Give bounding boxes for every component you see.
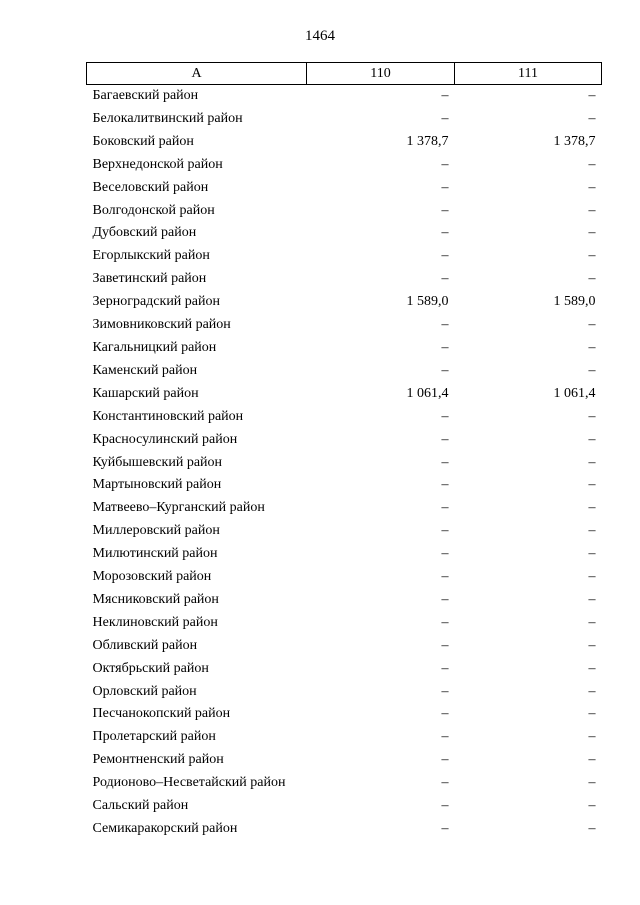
district-name-cell: Орловский район (92, 683, 197, 699)
table-row (87, 612, 602, 635)
value-cell-110: – (441, 637, 449, 653)
value-cell-111: – (588, 88, 596, 103)
value-cell-110: – (441, 729, 449, 745)
district-name-cell: Каменский район (92, 362, 198, 378)
value-cell-111: – (588, 454, 596, 470)
district-name-cell: Октябрьский район (92, 660, 209, 676)
value-cell-111: – (588, 798, 596, 814)
table-row (87, 681, 602, 704)
table-row (87, 314, 602, 337)
value-cell-110: – (441, 248, 449, 264)
table-row (87, 474, 602, 497)
value-cell-110: – (441, 88, 449, 103)
district-name-cell: Пролетарский район (92, 729, 216, 745)
header-row (87, 63, 602, 85)
district-name-cell: Песчанокопский район (92, 706, 231, 722)
header-cell-111: 111 (455, 63, 602, 85)
value-cell-111: – (588, 637, 596, 653)
value-cell-111: – (588, 729, 596, 745)
table-header (87, 63, 602, 85)
value-cell-110: 1 589,0 (406, 294, 449, 310)
value-cell-111: – (588, 248, 596, 264)
value-cell-111: – (588, 317, 596, 333)
value-cell-111: – (588, 500, 596, 516)
value-cell-110: – (441, 271, 449, 287)
value-cell-111: – (588, 569, 596, 585)
value-cell-111: – (588, 523, 596, 539)
district-name-cell: Красносулинский район (92, 431, 238, 447)
table-row (87, 795, 602, 818)
district-name-cell: Боковский район (92, 133, 194, 149)
district-name-cell: Кагальницкий район (92, 339, 217, 355)
district-name-cell: Ремонтненский район (92, 752, 224, 768)
table-row (87, 772, 602, 795)
value-cell-110: – (441, 477, 449, 493)
value-cell-110: – (441, 775, 449, 791)
value-cell-110: – (441, 408, 449, 424)
table-row (87, 245, 602, 268)
table-row (87, 635, 602, 658)
table-row (87, 360, 602, 383)
table-row (87, 520, 602, 543)
value-cell-111: – (588, 202, 596, 218)
value-cell-110: – (441, 317, 449, 333)
district-name-cell: Морозовский район (92, 569, 212, 585)
value-cell-111: – (588, 683, 596, 699)
table-row (87, 497, 602, 520)
district-name-cell: Мартыновский район (92, 477, 222, 493)
district-name-cell: Родионово–Несветайский район (92, 775, 286, 791)
table-row (87, 452, 602, 475)
table-row (87, 108, 602, 131)
value-cell-110: – (441, 454, 449, 470)
value-cell-110: – (441, 821, 449, 836)
value-cell-111: – (588, 706, 596, 722)
header-cell-110: 110 (307, 63, 455, 85)
value-cell-111: – (588, 271, 596, 287)
district-name-cell: Миллеровский район (92, 523, 220, 539)
value-cell-111: – (588, 546, 596, 562)
district-name-cell: Зерноградский район (92, 294, 220, 310)
district-name-cell: Багаевский район (92, 88, 199, 103)
value-cell-111: – (588, 362, 596, 378)
table-row (87, 658, 602, 681)
district-name-cell: Кашарский район (92, 385, 199, 401)
district-name-cell: Сальский район (92, 798, 189, 814)
table-row (87, 406, 602, 429)
table-row (87, 543, 602, 566)
value-cell-111: 1 378,7 (553, 133, 596, 149)
table-row (87, 222, 602, 245)
value-cell-110: – (441, 179, 449, 195)
value-cell-110: – (441, 569, 449, 585)
district-name-cell: Матвеево–Курганский район (92, 500, 265, 516)
district-name-cell: Обливский район (92, 637, 198, 653)
value-cell-111: 1 589,0 (553, 294, 596, 310)
value-cell-111: – (588, 775, 596, 791)
table-row (87, 268, 602, 291)
district-name-cell: Веселовский район (92, 179, 209, 195)
value-cell-111: – (588, 339, 596, 355)
value-cell-110: – (441, 225, 449, 241)
table-row (87, 383, 602, 406)
value-cell-110: – (441, 752, 449, 768)
district-name-cell: Куйбышевский район (92, 454, 223, 470)
district-name-cell: Егорлыкский район (92, 248, 210, 264)
value-cell-110: – (441, 339, 449, 355)
value-cell-111: – (588, 225, 596, 241)
value-cell-111: – (588, 477, 596, 493)
value-cell-110: – (441, 614, 449, 630)
value-cell-111: – (588, 591, 596, 607)
district-name-cell: Мясниковский район (92, 591, 219, 607)
value-cell-111: – (588, 660, 596, 676)
table-row (87, 703, 602, 726)
district-name-cell: Константиновский район (92, 408, 244, 424)
district-name-cell: Белокалитвинский район (92, 110, 243, 126)
value-cell-111: – (588, 156, 596, 172)
district-name-cell: Милютинский район (92, 546, 218, 562)
value-cell-111: – (588, 179, 596, 195)
value-cell-111: – (588, 752, 596, 768)
table-row (87, 818, 602, 841)
value-cell-110: – (441, 110, 449, 126)
value-cell-111: – (588, 821, 596, 836)
value-cell-110: – (441, 546, 449, 562)
value-cell-110: – (441, 156, 449, 172)
value-cell-110: – (441, 500, 449, 516)
table-row (87, 154, 602, 177)
value-cell-110: – (441, 523, 449, 539)
table-row (87, 726, 602, 749)
district-name-cell: Заветинский район (92, 271, 207, 287)
table-row (87, 177, 602, 200)
district-name-cell: Семикаракорский район (92, 821, 238, 836)
table-body (87, 85, 602, 841)
value-cell-110: – (441, 431, 449, 447)
table-row (87, 85, 602, 108)
value-cell-111: – (588, 614, 596, 630)
table-row (87, 749, 602, 772)
district-name-cell: Неклиновский район (92, 614, 218, 630)
table-row (87, 566, 602, 589)
table-row (87, 337, 602, 360)
value-cell-110: 1 061,4 (406, 385, 449, 401)
value-cell-110: – (441, 591, 449, 607)
value-cell-111: – (588, 110, 596, 126)
table-row (87, 589, 602, 612)
district-name-cell: Дубовский район (92, 225, 197, 241)
value-cell-111: – (588, 431, 596, 447)
value-cell-111: 1 061,4 (553, 385, 596, 401)
table-row (87, 429, 602, 452)
value-cell-110: – (441, 706, 449, 722)
district-name-cell: Зимовниковский район (92, 317, 231, 333)
value-cell-110: – (441, 202, 449, 218)
table-row (87, 200, 602, 223)
value-cell-110: – (441, 683, 449, 699)
district-name-cell: Волгодонской район (92, 202, 215, 218)
table-row (87, 131, 602, 154)
value-cell-110: – (441, 660, 449, 676)
table-row (87, 291, 602, 314)
value-cell-110: 1 378,7 (406, 133, 449, 149)
value-cell-110: – (441, 798, 449, 814)
value-cell-110: – (441, 362, 449, 378)
district-name-cell: Верхнедонской район (92, 156, 223, 172)
header-cell-a: А (87, 63, 307, 85)
budget-table (86, 62, 602, 841)
page-number: 1464 (305, 28, 335, 44)
value-cell-111: – (588, 408, 596, 424)
